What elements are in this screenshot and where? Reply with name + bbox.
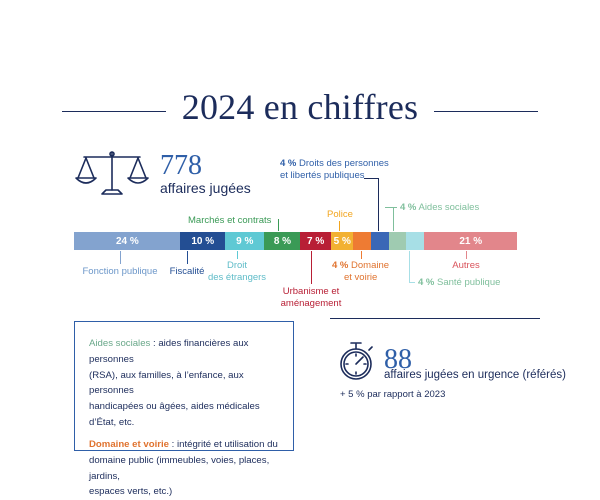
label-police: Police <box>327 209 353 220</box>
label-droits-personnes: 4 % Droits des personnes et libertés publiques <box>280 158 389 181</box>
label-domaine-voirie: 4 % Domaine et voirie <box>332 260 390 283</box>
connector-droits-h <box>364 178 378 179</box>
definitions-box <box>74 321 294 498</box>
label-sante-publique: 4 % Santé publique <box>418 277 501 288</box>
definition-domaine-voirie: Domaine et voirie : intégrité et utilisation du domaine public (immeubles, voies, places, jardins, espaces verts, etc.) <box>89 438 278 498</box>
label-fonction-publique: Fonction publique <box>82 266 158 277</box>
connector-droits-v <box>378 178 379 231</box>
connector-aides-h <box>385 207 397 208</box>
connector-sante-h <box>409 282 415 283</box>
connector-fiscalite <box>187 251 188 264</box>
label-urbanisme: Urbanisme et aménagement <box>280 286 342 309</box>
stopwatch-icon <box>336 340 376 382</box>
connector-fonction <box>120 251 121 264</box>
urgent-count: 88 <box>384 344 412 375</box>
connector-domaine <box>361 251 362 259</box>
connector-marches <box>278 219 279 231</box>
bar-segment <box>406 232 424 250</box>
right-divider <box>330 318 540 319</box>
judged-count: 778 <box>160 150 202 181</box>
connector-sante-v <box>409 251 410 282</box>
bar-segment <box>353 232 371 250</box>
label-autres: Autres <box>452 260 480 271</box>
bar-segment: 24 % <box>74 232 181 250</box>
bar-segment: 21 % <box>424 232 518 250</box>
judged-label: affaires jugées <box>160 180 251 196</box>
bar-segment: 9 % <box>225 232 265 250</box>
urgent-label: affaires jugées en urgence (référés) <box>384 369 566 381</box>
bar-segment <box>389 232 407 250</box>
connector-police <box>339 221 340 231</box>
bar-segment: 5 % <box>331 232 354 250</box>
bar-segment: 10 % <box>180 232 225 250</box>
urgent-trend: + 5 % par rapport à 2023 <box>340 389 446 400</box>
definition-aides-sociales: Aides sociales : aides financières aux personnes (RSA), aux familles, à l’enfance, aux personnes handicapées ou âgées, aides médicales d’État, etc. <box>89 338 260 429</box>
title-rule-right <box>434 111 538 112</box>
connector-droit-etrangers <box>237 251 238 259</box>
label-droit-etrangers: Droit des étrangers <box>207 260 267 283</box>
page-title: 2024 en chiffres <box>181 87 419 127</box>
label-marches: Marchés et contrats <box>188 215 272 226</box>
bar-segment: 8 % <box>264 232 300 250</box>
scales-icon <box>72 148 152 198</box>
bar-segment: 7 % <box>300 232 332 250</box>
connector-aides-v <box>393 207 394 231</box>
bar-segment <box>371 232 389 250</box>
label-aides-sociales: 4 % Aides sociales <box>400 202 480 213</box>
label-fiscalite: Fiscalité <box>169 266 205 277</box>
connector-autres <box>466 251 467 259</box>
connector-urbanisme <box>311 251 312 284</box>
